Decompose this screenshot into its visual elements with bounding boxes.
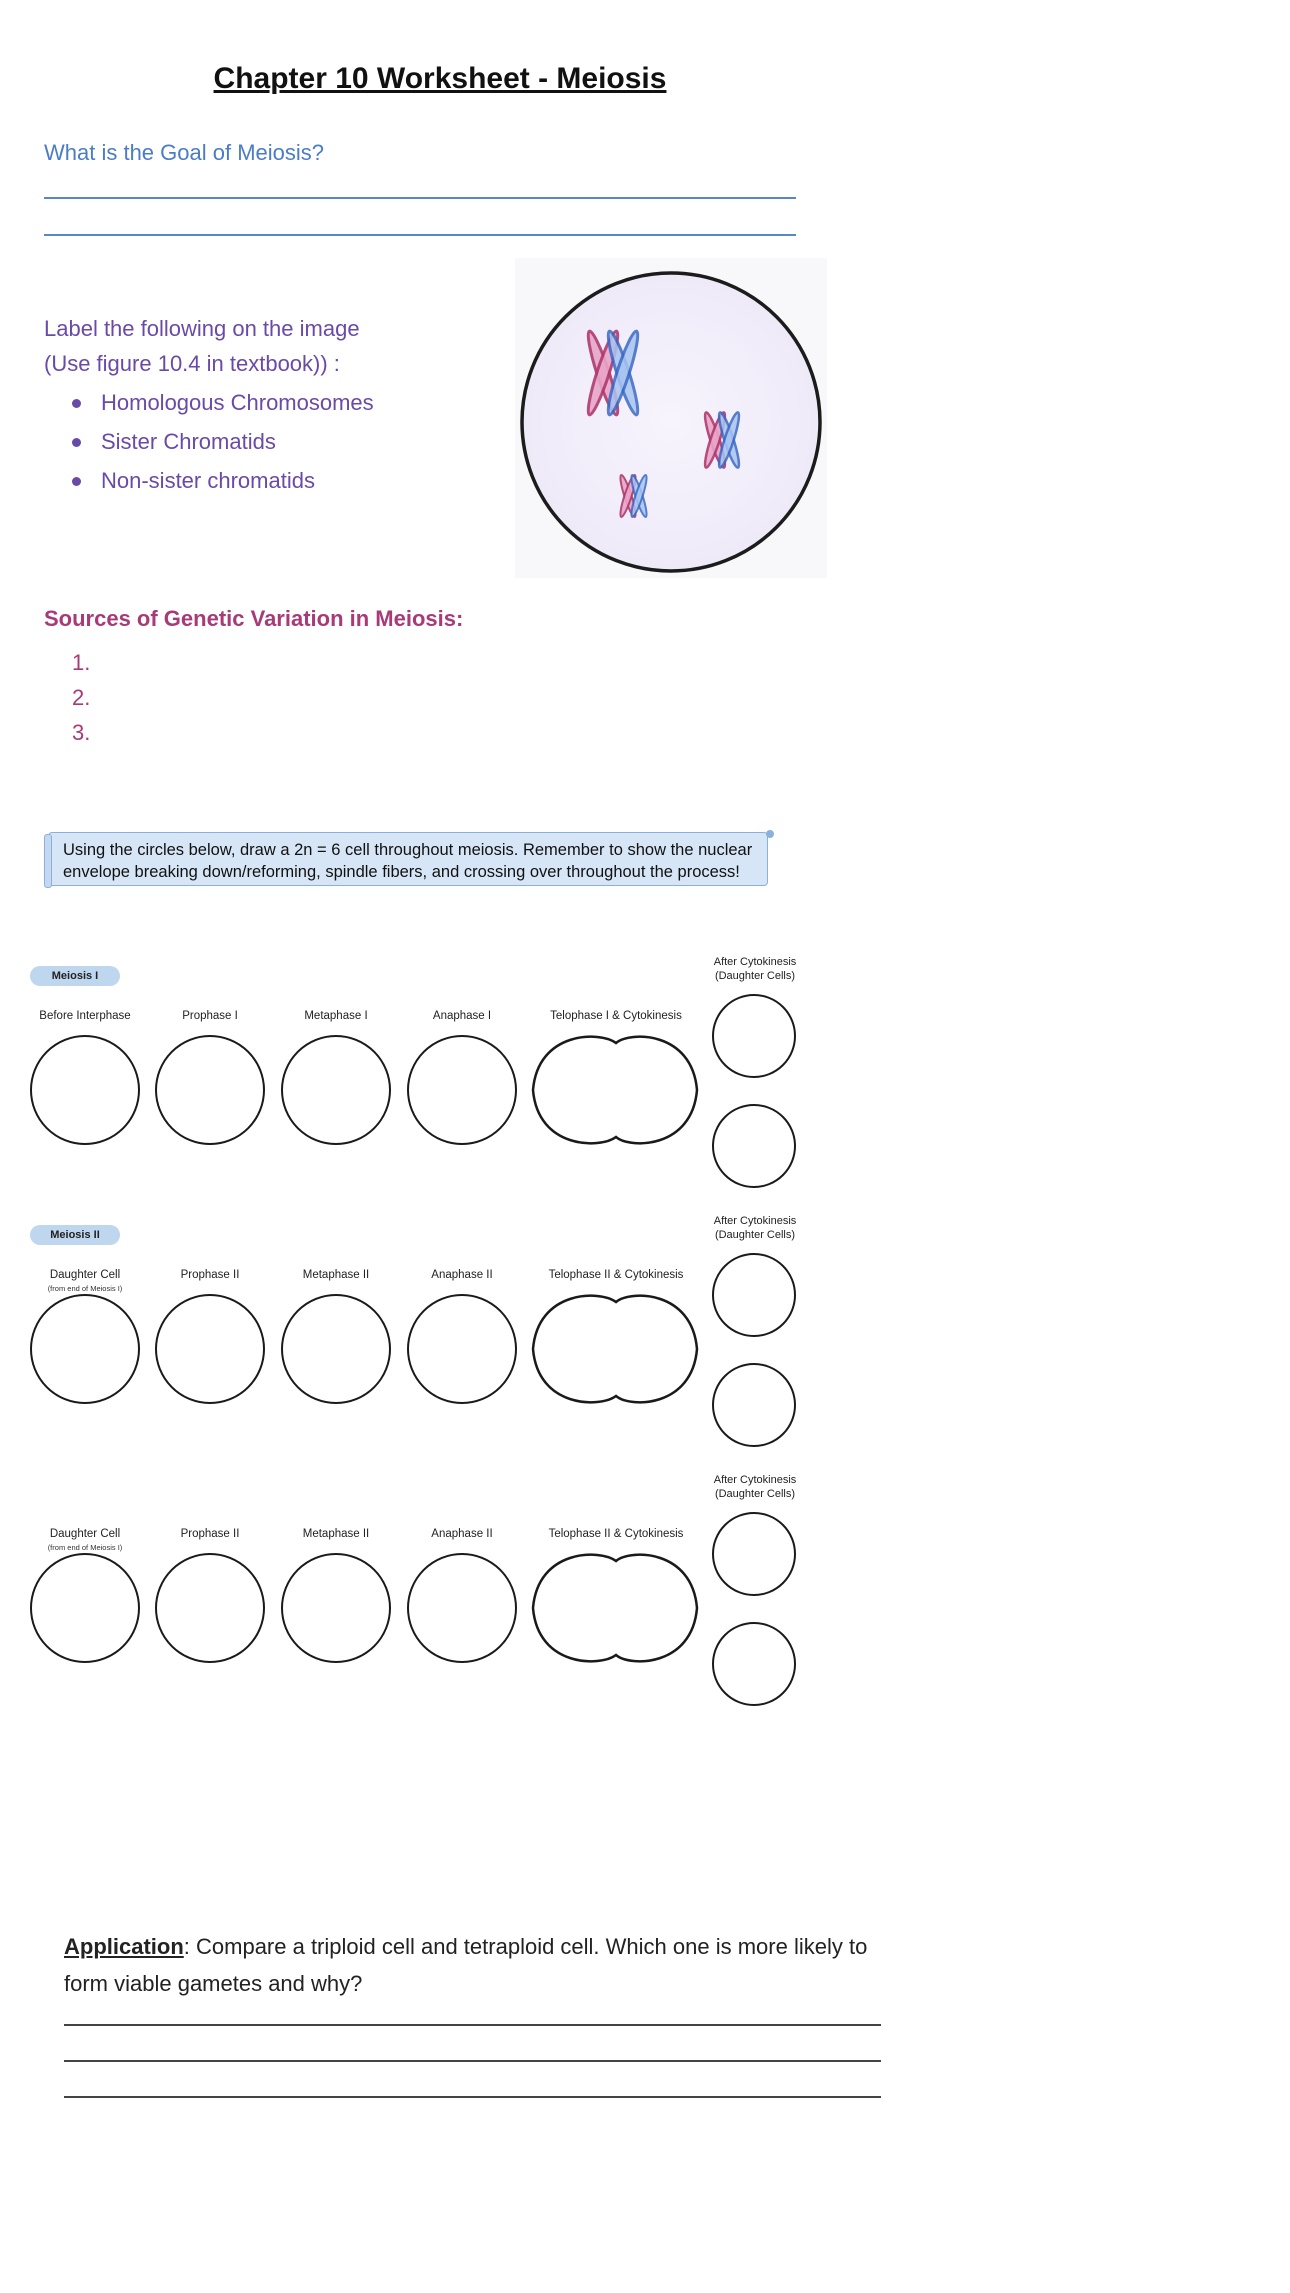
dividing-cell-outline[interactable]	[530, 1292, 700, 1407]
label-item: Homologous Chromosomes	[72, 390, 374, 416]
drawing-circle[interactable]	[407, 1553, 517, 1663]
answer-line[interactable]	[44, 234, 796, 236]
daughter-cell-circle[interactable]	[712, 1253, 796, 1337]
stage-label: Metaphase I	[304, 1010, 368, 1022]
drawing-circle[interactable]	[30, 1294, 140, 1404]
stage-label: Anaphase II	[431, 1528, 493, 1540]
drawing-circle[interactable]	[30, 1553, 140, 1663]
label-item: Sister Chromatids	[72, 429, 276, 455]
stage-label: Telophase I & Cytokinesis	[550, 1010, 682, 1022]
label-instruction: Label the following on the image	[44, 316, 360, 341]
answer-line[interactable]	[64, 2060, 881, 2062]
stage-sub-label: (from end of Meiosis I)	[47, 1284, 123, 1293]
stage-label: Before Interphase	[39, 1010, 131, 1022]
page-title: Chapter 10 Worksheet - Meiosis	[213, 62, 667, 95]
cell-membrane	[522, 273, 820, 571]
after-cytokinesis-label: After Cytokinesis (Daughter Cells)	[713, 1474, 797, 1500]
stage-label: Telophase II & Cytokinesis	[548, 1528, 684, 1540]
goal-question: What is the Goal of Meiosis?	[44, 140, 325, 165]
drawing-circle[interactable]	[407, 1294, 517, 1404]
bullet-icon	[72, 399, 81, 408]
application-prompt: : Compare a triploid cell and tetraploid cell. Which one is more likely to form viable gametes and why?	[64, 1934, 868, 1996]
drawing-circle[interactable]	[281, 1294, 391, 1404]
meiosis-ii-pill: Meiosis II	[30, 1225, 120, 1245]
scroll-curl-icon	[766, 830, 774, 838]
after-cytokinesis-label: After Cytokinesis (Daughter Cells)	[713, 1215, 797, 1241]
bullet-icon	[72, 438, 81, 447]
bullet-icon	[72, 477, 81, 486]
stage-label: Metaphase II	[302, 1528, 370, 1540]
stage-label: Telophase II & Cytokinesis	[548, 1269, 684, 1281]
answer-line[interactable]	[64, 2024, 881, 2026]
drawing-circle[interactable]	[30, 1035, 140, 1145]
dividing-cell-outline[interactable]	[530, 1551, 700, 1666]
stage-label: Daughter Cell	[49, 1269, 121, 1281]
stage-label: Daughter Cell	[49, 1528, 121, 1540]
stage-label: Anaphase II	[431, 1269, 493, 1281]
drawing-circle[interactable]	[281, 1553, 391, 1663]
label-item: Non-sister chromatids	[72, 468, 315, 494]
application-question	[64, 1928, 904, 2002]
daughter-cell-circle[interactable]	[712, 1622, 796, 1706]
drawing-circle[interactable]	[281, 1035, 391, 1145]
drawing-circle[interactable]	[407, 1035, 517, 1145]
dividing-cell-outline[interactable]	[530, 1033, 700, 1148]
drawing-circle[interactable]	[155, 1553, 265, 1663]
daughter-cell-circle[interactable]	[712, 994, 796, 1078]
drawing-circle[interactable]	[155, 1035, 265, 1145]
stage-label: Metaphase II	[302, 1269, 370, 1281]
sources-heading: Sources of Genetic Variation in Meiosis:	[44, 606, 464, 631]
meiosis-i-pill: Meiosis I	[30, 966, 120, 986]
answer-line[interactable]	[44, 197, 796, 199]
instruction-text: Using the circles below, draw a 2n = 6 cell throughout meiosis. Remember to show the nuclear envelope breaking down/reforming, spindle fibers, and crossing over throughout the process!	[63, 841, 753, 881]
stage-label: Prophase II	[180, 1269, 240, 1281]
answer-line[interactable]	[64, 2096, 881, 2098]
stage-sub-label: (from end of Meiosis I)	[47, 1543, 123, 1552]
drawing-circle[interactable]	[155, 1294, 265, 1404]
cell-chromosome-image	[515, 258, 827, 578]
daughter-cell-circle[interactable]	[712, 1104, 796, 1188]
stage-label: Prophase I	[182, 1010, 238, 1022]
after-cytokinesis-label: After Cytokinesis (Daughter Cells)	[713, 956, 797, 982]
label-instruction-reference: (Use figure 10.4 in textbook)) :	[44, 351, 340, 376]
sources-item: 3.	[72, 720, 91, 745]
sources-item: 2.	[72, 685, 91, 710]
application-label: Application	[64, 1934, 184, 1959]
instruction-banner	[48, 832, 768, 886]
stage-label: Prophase II	[180, 1528, 240, 1540]
daughter-cell-circle[interactable]	[712, 1363, 796, 1447]
stage-label: Anaphase I	[432, 1010, 492, 1022]
cell-diagram	[515, 258, 827, 578]
sources-item: 1.	[72, 650, 91, 675]
daughter-cell-circle[interactable]	[712, 1512, 796, 1596]
scroll-edge-icon	[44, 834, 52, 888]
